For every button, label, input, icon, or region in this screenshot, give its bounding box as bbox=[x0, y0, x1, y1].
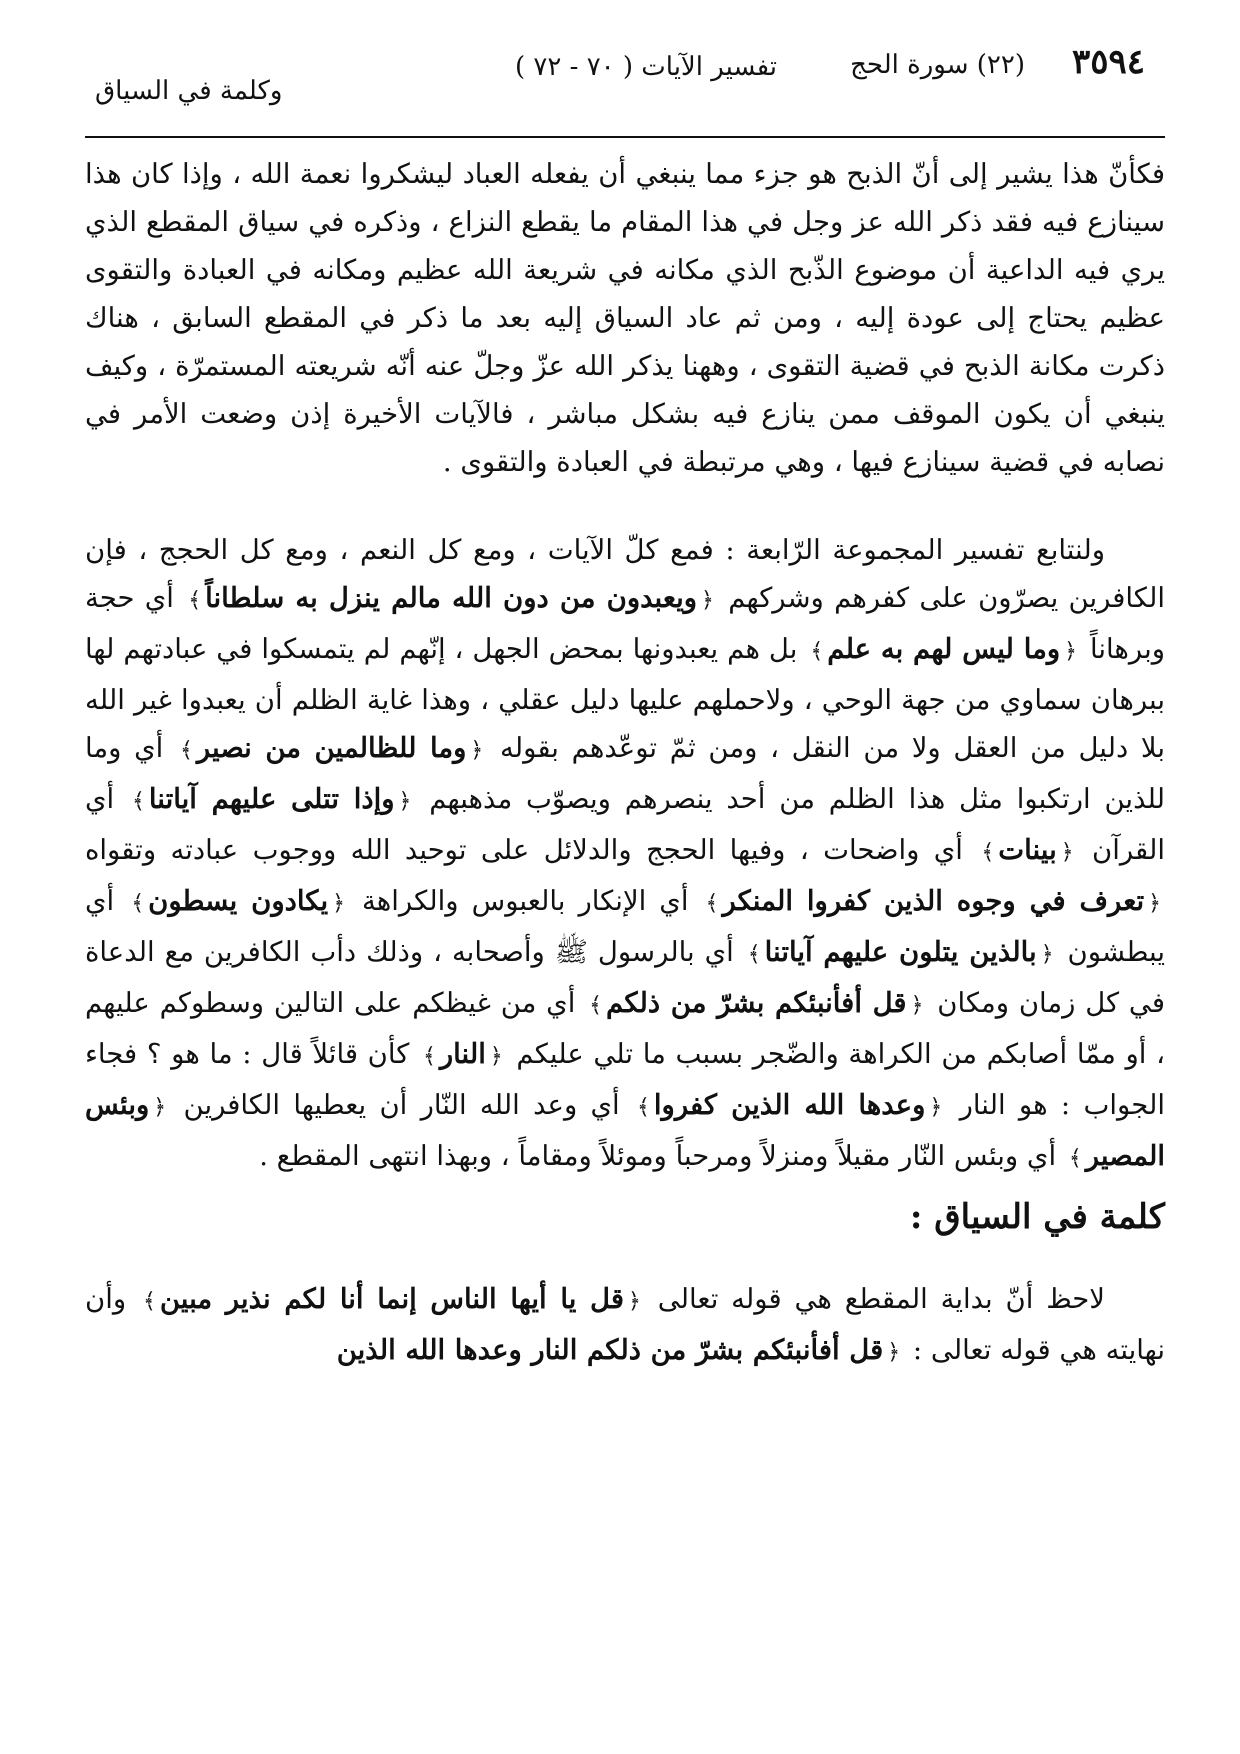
running-head bbox=[75, 40, 1165, 106]
text-segment: أي وبئس النّار مقيلاً ومنزلاً ومرحباً وموئلاً ومقاماً ، وبهذا انتهى المقطع . bbox=[259, 1140, 1057, 1172]
text-segment: لاحظ أنّ بداية المقطع هي قوله تعالى bbox=[657, 1283, 1105, 1315]
body-text bbox=[85, 150, 1165, 1377]
text-segment: أي واضحات ، وفيها الحجج والدلائل على توحيد الله ووجوب عبادته وتقواه bbox=[85, 834, 963, 866]
header-divider bbox=[85, 136, 1165, 138]
text-segment: أي بالرسول ﷺ وأصحابه ، وذلك دأب الكافرين مع الدعاة في كل زمان ومكان bbox=[85, 936, 1165, 1019]
text-segment: أي القرآن bbox=[85, 783, 1165, 866]
text-segment: أي حجة وبرهاناً bbox=[85, 582, 1166, 665]
page bbox=[75, 40, 1165, 1730]
text-segment: أي وعد الله النّار أن يعطيها الكافرين bbox=[183, 1089, 620, 1121]
text-segment: كأن قائلاً قال : ما هو ؟ فجاء الجواب : هو النار bbox=[85, 1038, 1166, 1121]
section-reference: تفسير الآيات ( ٧٠ - ٧٢ ) bbox=[515, 52, 778, 82]
quran-quote: ﴿ويعبدون من دون الله مالم ينزل به سلطاناً﴾ bbox=[188, 582, 714, 614]
quran-quote: ﴿تعرف في وجوه الذين كفروا المنكر﴾ bbox=[705, 885, 1162, 917]
quran-quote: ﴿قل أفأنبئكم بشرّ من ذلكم﴾ bbox=[589, 987, 924, 1019]
page-number: ٣٥٩٤ bbox=[1071, 42, 1145, 82]
quran-quote: ﴿وما للظالمين من نصير﴾ bbox=[179, 732, 484, 764]
quran-quote: ﴿بالذين يتلون عليهم آياتنا﴾ bbox=[747, 936, 1054, 968]
quran-quote: ﴿قل يا أيها الناس إنما أنا لكم نذير مبين﴾ bbox=[142, 1283, 641, 1315]
quran-quote: ﴿وبئس المصير﴾ bbox=[85, 1089, 1165, 1172]
paragraph-context bbox=[85, 1275, 1165, 1377]
text-segment: أي وما للذين ارتكبوا مثل هذا الظلم من أحد ينصرهم ويصوّب مذهبهم bbox=[85, 732, 1165, 815]
text-segment: ولنتابع تفسير المجموعة الرّابعة : فمع كلّ الآيات ، ومع كل النعم ، ومع كل الحجج ، فإن الكافرين يصرّون على كفرهم وشركهم bbox=[85, 534, 1166, 614]
text-segment: وأن نهايته هي قوله تعالى : bbox=[85, 1283, 1165, 1366]
text-segment: أي يبطشون bbox=[85, 885, 1165, 968]
context-reference: وكلمة في السياق bbox=[95, 76, 283, 106]
quran-quote: ﴿قل أفأنبئكم بشرّ من ذلكم النار وعدها الله الذين bbox=[336, 1334, 901, 1366]
quran-quote: ﴿بينات﴾ bbox=[981, 834, 1074, 866]
quran-quote: ﴿وعدها الله الذين كفروا﴾ bbox=[637, 1089, 943, 1121]
quran-quote: ﴿وإذا تتلى عليهم آياتنا﴾ bbox=[132, 783, 412, 815]
text-segment: بل هم يعبدونها بمحض الجهل ، إنّهم لم يتمسكوا في عبادتهم لها ببرهان سماوي من جهة الوحي ، ولاحملهم عليها دليل عقلي ، وهذا غاية الظلم أن يعبدوا غير الله بلا دليل من العقل ولا من النقل ، ومن ثمّ توعّدهم بقوله bbox=[85, 633, 1165, 764]
paragraph-intro: فكأنّ هذا يشير إلى أنّ الذبح هو جزء مما ينبغي أن يفعله العباد ليشكروا نعمة الله ، وإذا كان هذا سينازع فيه فقد ذكر الله عز وجل في هذا المقام ما يقطع النزاع ، وذكره في سياق المقطع الذي يري فيه الداعية أن موضوع الذّبح الذي مكانه في شريعة الله عظيم ومكانه في العبادة والتقوى عظيم يحتاج إلى عودة إليه ، ومن ثم عاد السياق إليه بعد ما ذكر في المقطع السابق ، هناك ذكرت مكانة الذبح في قضية التقوى ، وههنا يذكر الله عزّ وجلّ عنه أنّه شريعته المستمرّة ، وكيف ينبغي أن يكون الموقف ممن ينازع فيه بشكل مباشر ، فالآيات الأخيرة إذن وضعت الأمر في نصابه في قضية سينازع فيها ، وهي مرتبطة في العبادة والتقوى . bbox=[85, 158, 1165, 478]
quran-quote: ﴿النار﴾ bbox=[422, 1038, 503, 1070]
surah-reference: (٢٢) سورة الحج bbox=[850, 50, 1025, 80]
text-segment: أي من غيظكم على التالين وسطوكم عليهم ، أو ممّا أصابكم من الكراهة والضّجر بسبب ما تلي عليكم bbox=[85, 987, 1165, 1070]
section-heading: كلمة في السياق : bbox=[909, 1197, 1165, 1237]
text-segment: أي الإنكار بالعبوس والكراهة bbox=[362, 885, 689, 917]
quran-quote: ﴿وما ليس لهم به علم﴾ bbox=[810, 633, 1078, 665]
paragraph-tafsir bbox=[85, 526, 1165, 1183]
quran-quote: ﴿يكادون يسطون﴾ bbox=[131, 885, 345, 917]
